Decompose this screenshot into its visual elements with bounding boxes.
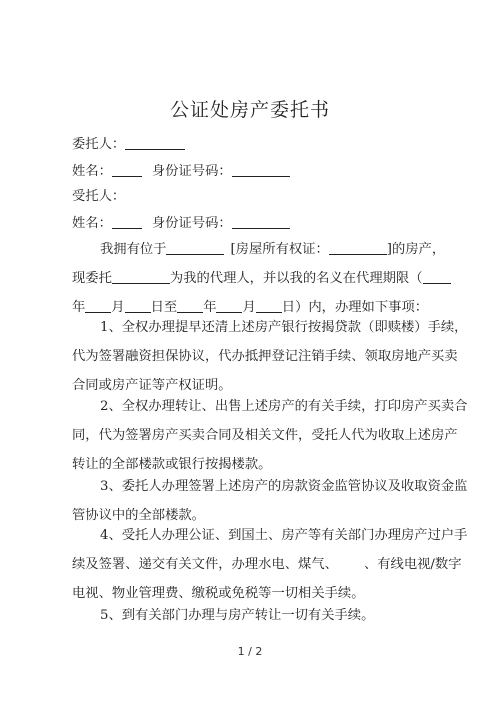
item-2-line: 同，代为签署房产买卖合同及相关文件，受托人代为收取上述房产 <box>72 428 458 443</box>
principal-label: 委托人： <box>72 137 126 152</box>
item-4-line: 电视、物业管理费、缴税或免税等一切相关手续。 <box>72 586 365 601</box>
end-day-blank <box>256 298 282 313</box>
agent-name-line <box>72 214 432 233</box>
paragraph-row <box>72 240 446 269</box>
principal-name-blank <box>112 162 142 177</box>
item-4 <box>72 527 468 614</box>
ownership-cert-blank <box>329 240 387 255</box>
principal-blank <box>125 135 185 150</box>
property-location-blank <box>166 240 224 255</box>
item-2-line: 转让的全部楼款或银行按揭楼款。 <box>72 457 272 472</box>
item-1-line: 代为签署融资担保协议，代办抵押登记注销手续、领取房地产买卖 <box>72 349 458 364</box>
start-year-blank <box>423 269 451 284</box>
ownership-cert-label: [房屋所有权证： <box>230 242 329 257</box>
end-month-blank <box>216 298 242 313</box>
item-3-line: 3、委托人办理签署上述房产的房款资金监管协议及收取资金监 <box>100 479 468 494</box>
agent-blank <box>112 269 170 284</box>
paragraph-row <box>72 269 442 298</box>
item-2-line: 2、全权办理转让、出售上述房产的有关手续，打印房产买卖合 <box>100 399 468 414</box>
page-number: 1 / 2 <box>237 645 263 658</box>
item-5-line: 5、到有关部门办理与房产转让一切有关手续。 <box>100 608 375 623</box>
agent-name-label: 姓名： <box>72 216 112 231</box>
principal-id-blank <box>232 162 290 177</box>
end-year-label: 年 <box>203 300 217 315</box>
agent-period-text: 为我的代理人，并以我的名义在代理期限（ <box>169 271 423 286</box>
agent-id-blank <box>232 214 290 229</box>
start-day-blank <box>125 298 151 313</box>
matters-intro: 日）内，办理如下事项： <box>281 300 429 315</box>
item-1-line: 合同或房产证等产权证明。 <box>72 378 232 393</box>
start-month-blank <box>85 298 111 313</box>
item-3-line: 管协议中的全部楼款。 <box>72 508 205 523</box>
day-to-label: 日至 <box>150 300 178 315</box>
agent-line <box>72 188 432 206</box>
property-suffix: ]的房产， <box>386 242 446 257</box>
principal-name-label: 姓名： <box>72 164 112 179</box>
agent-label: 受托人： <box>72 189 126 204</box>
property-location-label: 我拥有位于 <box>100 242 167 257</box>
end-year-blank <box>177 298 203 313</box>
item-4-line: 4、受托人办理公证、到国土、房产等有关部门办理房产过户手 <box>100 528 468 543</box>
month-label: 月 <box>111 300 125 315</box>
principal-id-label: 身份证号码： <box>151 164 232 179</box>
principal-name-line <box>72 162 432 181</box>
entrust-label: 现委托 <box>72 271 112 286</box>
principal-line <box>72 135 432 154</box>
document-title: 公证处房产委托书 <box>169 99 330 121</box>
item-1-line: 1、全权办理提早还清上述房产银行按揭贷款（即赎楼）手续， <box>100 320 468 335</box>
item-4-text: 、有线电视/数字 <box>363 557 462 572</box>
agent-name-blank <box>112 214 142 229</box>
item-5 <box>72 607 442 636</box>
year-label: 年 <box>72 300 86 315</box>
item-2 <box>72 398 468 485</box>
item-4-line <box>72 556 462 585</box>
property-paragraph <box>72 240 446 327</box>
item-4-text: 续及签署、递交有关文件，办理水电、煤气、 <box>72 557 338 572</box>
end-month-label: 月 <box>242 300 256 315</box>
item-1 <box>72 319 468 406</box>
agent-id-label: 身份证号码： <box>151 216 232 231</box>
